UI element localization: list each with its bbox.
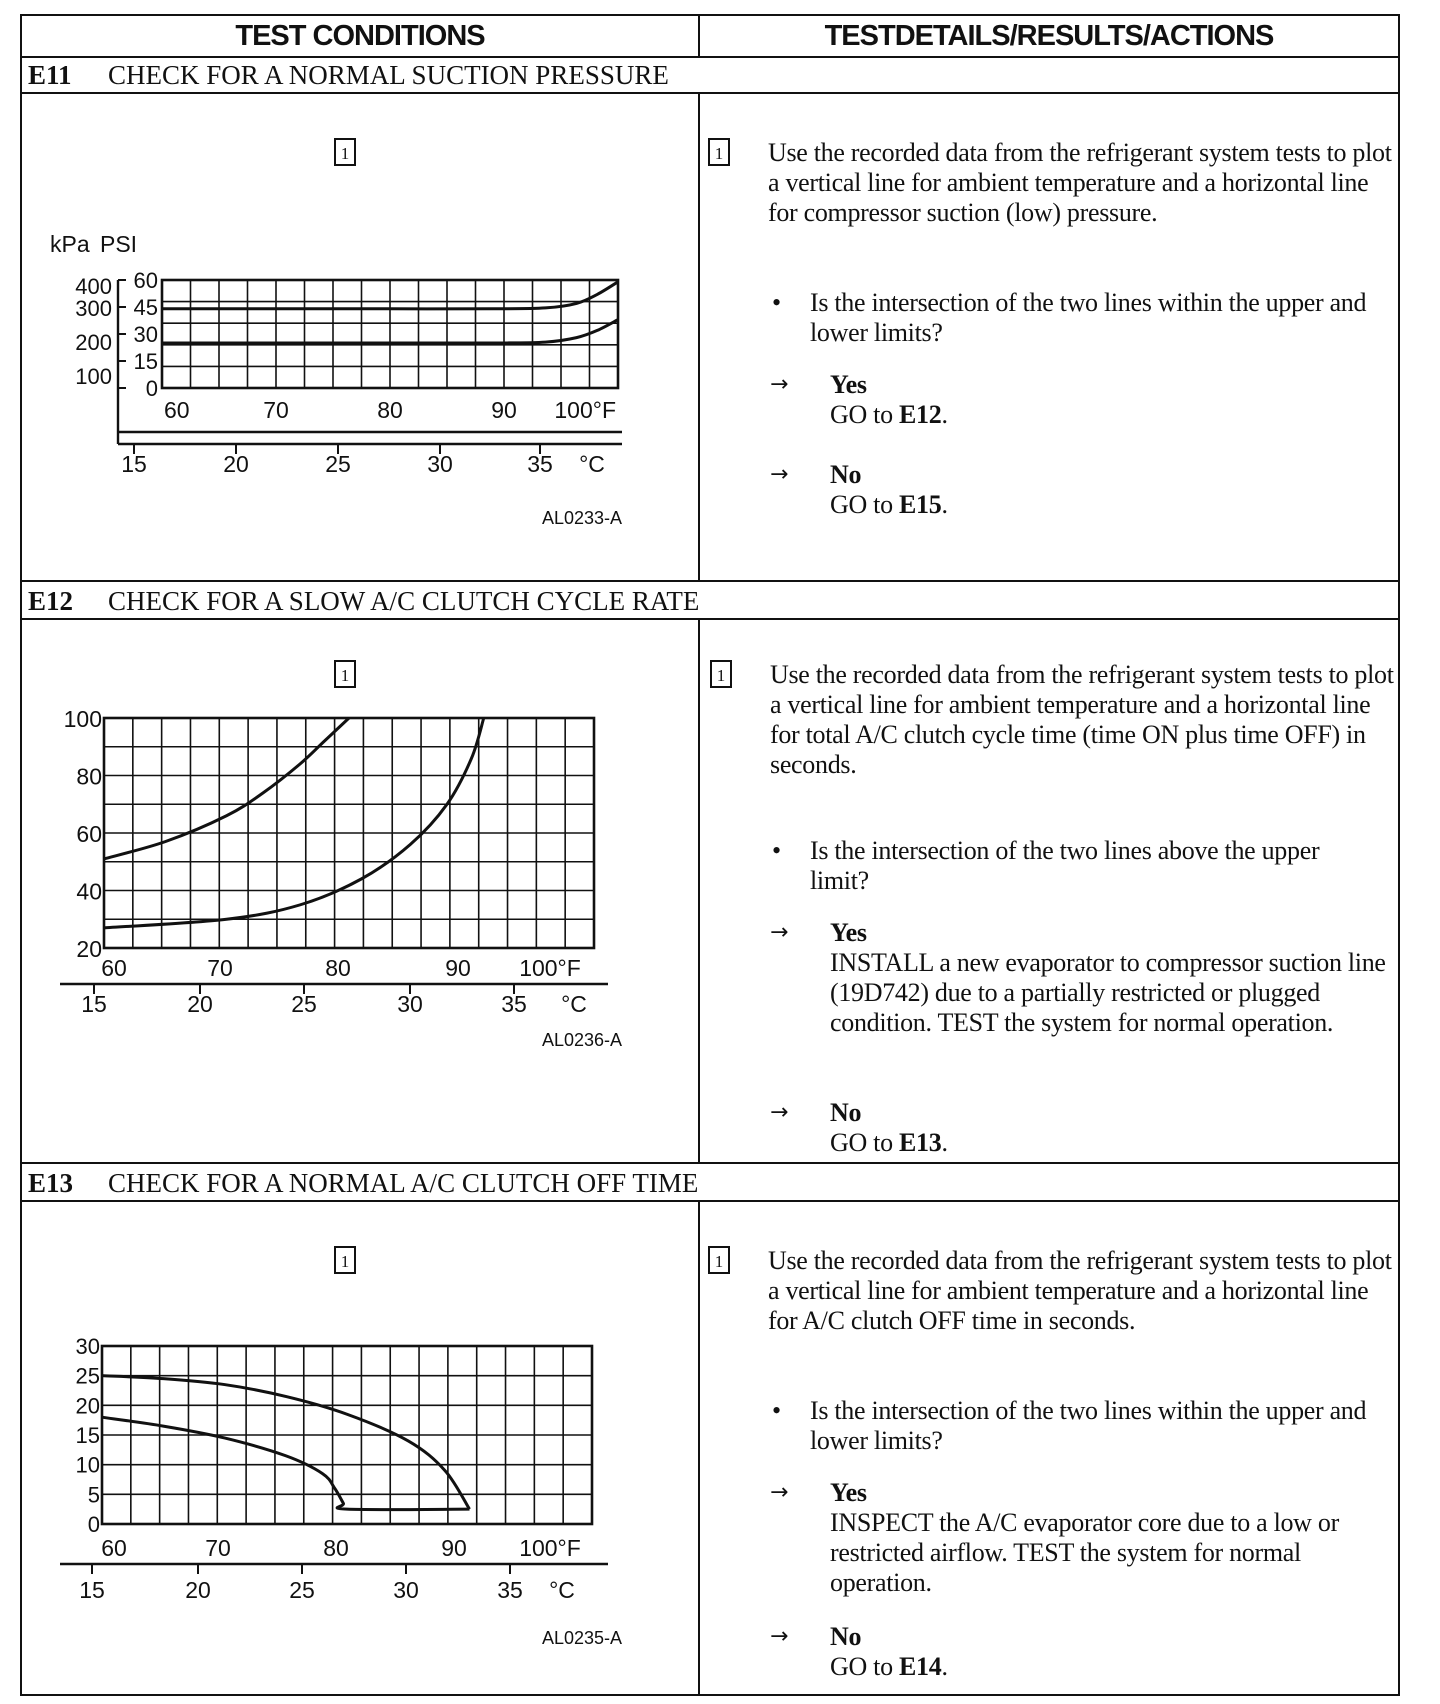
x-tick-label-f: 100°F: [519, 955, 581, 981]
test-details-e13: [700, 1202, 1398, 1694]
y-tick-label: 15: [75, 1423, 100, 1448]
question-text: Is the intersection of the two lines above the upper limit?: [810, 836, 1320, 895]
step-number-box: 1: [708, 1246, 730, 1274]
x-tick-label-c: 35: [527, 451, 553, 477]
x-tick-label-c: °C: [549, 1577, 575, 1603]
arrow-icon: →: [770, 1624, 789, 1649]
no-action-ref: E15: [898, 490, 942, 519]
limit-curve-a: [102, 1417, 470, 1509]
step-number-box: 1: [710, 660, 732, 688]
x-tick-label-c: °C: [561, 991, 587, 1017]
y-tick-label: 100: [63, 706, 102, 732]
no-answer: [830, 460, 1390, 520]
no-label: No: [830, 460, 862, 489]
yes-action-text: INSPECT the A/C evaporator core due to a low or restricted airflow. TEST the system for normal operation.: [830, 1508, 1339, 1597]
limit-curve-a: [104, 718, 349, 859]
y-tick-label-kpa: 100: [75, 364, 112, 389]
x-tick-label-c: 30: [393, 1577, 419, 1603]
yes-action-ref: E12: [898, 400, 942, 429]
x-tick-label-c: 30: [427, 451, 453, 477]
x-tick-label-c: 20: [187, 991, 213, 1017]
unit-label-kpa: kPa: [50, 231, 90, 257]
arrow-icon: →: [770, 1100, 789, 1125]
arrow-icon: →: [770, 1480, 789, 1505]
x-tick-label-c: 35: [501, 991, 527, 1017]
y-tick-label-psi: 15: [133, 349, 158, 374]
section-id: E13: [28, 1168, 74, 1198]
diagnostic-table: [20, 14, 1400, 1696]
no-answer: [830, 1098, 1390, 1158]
bullet: •: [772, 1396, 781, 1425]
y-tick-label-kpa: 300: [75, 296, 112, 321]
section-title-e11: [22, 56, 1398, 94]
suction-pressure-chart: [22, 94, 698, 580]
limit-curve-b: [102, 1376, 470, 1510]
y-tick-label: 0: [87, 1512, 100, 1537]
x-tick-label-c: 15: [79, 1577, 105, 1603]
x-tick-label-c: °C: [579, 451, 605, 477]
y-tick-label-kpa: 400: [75, 274, 112, 299]
x-tick-label-c: 25: [289, 1577, 315, 1603]
x-tick-label-f: 60: [101, 1535, 127, 1561]
no-label: No: [830, 1098, 862, 1127]
x-tick-label-f: 80: [377, 397, 403, 423]
question-text: Is the intersection of the two lines within the upper and lower limits?: [810, 288, 1367, 347]
section-id: E12: [28, 586, 74, 616]
x-tick-label-f: 100°F: [519, 1535, 581, 1561]
test-conditions-e13: [22, 1202, 698, 1694]
no-action-suffix: .: [941, 490, 948, 519]
y-tick-label: 5: [87, 1482, 100, 1508]
test-conditions-e12: [22, 620, 698, 1162]
no-action-suffix: .: [941, 1128, 948, 1157]
instruction-text: Use the recorded data from the refrigerant system tests to plot a vertical line for ambient temperature and a horizontal line for compressor suction (low) pressure.: [768, 138, 1392, 227]
clutch-off-time-chart: [22, 1202, 698, 1692]
x-tick-label-c: 20: [185, 1577, 211, 1603]
section-body-e12: [22, 620, 1398, 1164]
y-tick-label-psi: 60: [133, 268, 158, 293]
instruction-text: Use the recorded data from the refrigerant system tests to plot a vertical line for ambient temperature and a horizontal line for total A/C clutch cycle time (time ON plus time OFF) in seconds.: [770, 660, 1394, 779]
yes-label: Yes: [830, 370, 867, 399]
y-tick-label: 40: [76, 878, 102, 905]
header-test-conditions: TEST CONDITIONS: [22, 16, 700, 56]
section-title-e13: [22, 1164, 1398, 1202]
step-number-box: 1: [334, 660, 356, 688]
yes-label: Yes: [830, 918, 867, 947]
x-tick-label-c: 15: [81, 991, 107, 1017]
section-title-text: CHECK FOR A NORMAL SUCTION PRESSURE: [108, 60, 669, 90]
y-tick-label: 20: [76, 936, 102, 962]
no-action-prefix: GO to: [830, 490, 899, 519]
x-tick-label-f: 60: [101, 955, 127, 981]
x-tick-label-f: 80: [325, 955, 351, 981]
section-body-e11: [22, 94, 1398, 582]
section-id: E11: [28, 60, 72, 90]
no-action-prefix: GO to: [830, 1652, 899, 1681]
y-tick-label-psi: 0: [145, 376, 158, 401]
y-tick-label: 20: [75, 1393, 100, 1419]
yes-answer: [830, 370, 1390, 430]
figure-id: AL0236-A: [541, 1030, 622, 1050]
step-number-box: 1: [334, 138, 356, 166]
clutch-cycle-rate-chart: [22, 620, 698, 1162]
arrow-icon: →: [770, 920, 789, 945]
section-title-e12: [22, 582, 1398, 620]
test-details-e12: [700, 620, 1398, 1162]
no-answer: [830, 1622, 1390, 1682]
no-label: No: [830, 1622, 862, 1651]
x-tick-label-c: 25: [325, 451, 351, 477]
x-tick-label-c: 25: [291, 991, 317, 1017]
yes-action-suffix: .: [941, 400, 948, 429]
y-tick-label-psi: 30: [133, 322, 158, 347]
no-action-prefix: GO to: [830, 1128, 899, 1157]
yes-action-prefix: GO to: [830, 400, 899, 429]
y-tick-label: 60: [76, 821, 102, 847]
y-tick-label: 10: [75, 1452, 100, 1478]
x-tick-label-f: 90: [441, 1535, 467, 1561]
instruction-text: Use the recorded data from the refrigerant system tests to plot a vertical line for ambient temperature and a horizontal line for A/C clutch OFF time in seconds.: [768, 1246, 1392, 1335]
step-number-box: 1: [708, 138, 730, 166]
y-tick-label-kpa: 200: [75, 330, 112, 355]
x-tick-label-f: 70: [205, 1535, 231, 1561]
x-tick-label-f: 70: [263, 397, 289, 423]
test-conditions-e11: [22, 94, 698, 580]
x-tick-label-c: 30: [397, 991, 423, 1017]
section-title-text: CHECK FOR A NORMAL A/C CLUTCH OFF TIME: [108, 1168, 699, 1198]
no-action-suffix: .: [941, 1652, 948, 1681]
y-tick-label: 25: [75, 1363, 100, 1389]
arrow-icon: →: [770, 372, 789, 397]
x-tick-label-c: 15: [121, 451, 147, 477]
figure-id: AL0235-A: [541, 1628, 622, 1648]
section-title-text: CHECK FOR A SLOW A/C CLUTCH CYCLE RATE: [108, 586, 700, 616]
no-action-ref: E13: [898, 1128, 942, 1157]
no-action-ref: E14: [898, 1652, 942, 1681]
x-tick-label-c: 35: [497, 1577, 523, 1603]
x-tick-label-f: 100°F: [554, 397, 616, 423]
y-tick-label-psi: 45: [133, 295, 158, 320]
yes-action-text: INSTALL a new evaporator to compressor suction line (19D742) due to a partially restricted or plugged condition. TEST the system for normal operation.: [830, 948, 1386, 1037]
x-tick-label-f: 90: [445, 955, 471, 981]
question-text: Is the intersection of the two lines within the upper and lower limits?: [810, 1396, 1367, 1455]
yes-label: Yes: [830, 1478, 867, 1507]
test-details-e11: [700, 94, 1398, 580]
table-header: [22, 16, 1398, 58]
step-number-box: 1: [334, 1246, 356, 1274]
bullet: •: [772, 288, 781, 317]
bullet: •: [772, 836, 781, 865]
unit-label-psi: PSI: [100, 231, 138, 257]
x-tick-label-f: 70: [207, 955, 233, 981]
x-tick-label-f: 90: [491, 397, 517, 423]
arrow-icon: →: [770, 462, 789, 487]
x-tick-label-c: 20: [223, 451, 249, 477]
x-tick-label-f: 60: [164, 397, 190, 423]
section-body-e13: [22, 1202, 1398, 1694]
yes-answer: [830, 918, 1390, 1038]
header-test-details: TESTDETAILS/RESULTS/ACTIONS: [824, 20, 1274, 52]
y-tick-label: 80: [76, 763, 102, 790]
x-tick-label-f: 80: [323, 1535, 349, 1561]
figure-id: AL0233-A: [541, 508, 622, 528]
y-tick-label: 30: [75, 1334, 100, 1359]
yes-answer: [830, 1478, 1390, 1598]
